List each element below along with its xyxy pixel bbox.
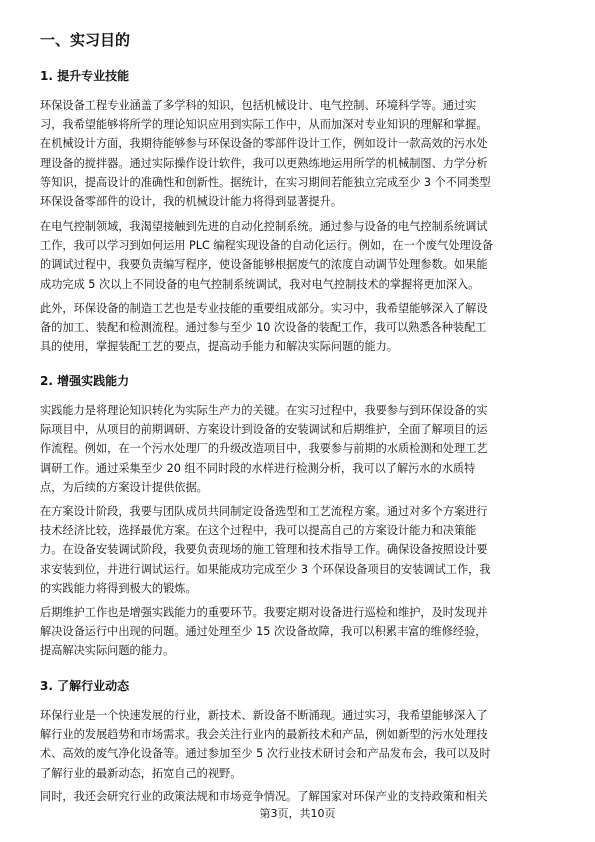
text-line: 解决设备运行中出现的问题。通过处理至少 15 次设备故障，我可以积累丰富的维修经验，: [40, 625, 487, 639]
text-line: 环保行业是一个快速发展的行业，新技术、新设备不断涌现。通过实习，我希望能够深入了: [40, 709, 488, 722]
text-line: 提高解决实际问题的能力。: [40, 644, 175, 658]
text-line: 习，我希望能够将所学的理论知识应用到实际工作中，从而加深对专业知识的理解和掌握。: [40, 118, 488, 132]
text-line: 力。在设备安装调试阶段，我要负责现场的施工管理和技术指导工作。确保设备按照设计要: [40, 543, 488, 557]
text-line: 了解行业的最新动态，拓宽自己的视野。: [40, 766, 242, 780]
section-heading: 一、实习目的: [40, 31, 131, 49]
text-line: 的调试过程中，我要负责编写程序，使设备能够根据废气的浓度自动调节处理参数。如果能: [40, 258, 488, 272]
text-line: 实践能力是将理论知识转化为实际生产力的关键。在实习过程中，我要参与到环保设备的实: [40, 404, 488, 417]
text-line: 备的加工、装配和检测流程。通过参与至少 10 次设备的装配工作，我可以熟悉各种装配工: [40, 321, 487, 335]
text-line: 在机械设计方面，我期待能够参与环保设备的零部件设计工作，例如设计一款高效的污水处: [40, 137, 488, 151]
text-line: 的实践能力将得到极大的锻炼。: [40, 581, 197, 595]
paragraph-1-1: [40, 96, 555, 211]
paragraph-3-1: [40, 706, 555, 783]
text-line: 调研工作。通过采集至少 20 组不同时段的水样进行检测分析，我可以了解污水的水质特: [40, 461, 476, 475]
text-line: 解行业的发展趋势和市场需求。我会关注行业内的最新技术和产品，例如新型的污水处理技: [40, 728, 488, 742]
text-line: 成功完成 5 次以上不同设备的电气控制系统调试，我对电气控制技术的掌握将更加深入。: [40, 277, 480, 291]
text-line: 际项目中，从项目的前期调研、方案设计到设备的安装调试和后期维护，全面了解项目的运: [40, 423, 488, 437]
paragraph-3-2: [40, 787, 555, 806]
text-line: 在方案设计阶段，我要与团队成员共同制定设备选型和工艺流程方案。通过对多个方案进行: [40, 505, 488, 518]
text-line: 此外，环保设备的制造工艺也是专业技能的重要组成部分。实习中，我希望能够深入了解设: [40, 302, 488, 315]
text-line: 点，为后续的方案设计提供依据。: [40, 480, 208, 494]
text-line: 工作，我可以学习到如何运用 PLC 编程实现设备的自动化运行。例如，在一个废气处理设备: [40, 239, 494, 253]
subsection-heading-2: 2. 增强实践能力: [40, 374, 130, 388]
text-line: 后期维护工作也是增强实践能力的重要环节。我要定期对设备进行巡检和维护，及时发现并: [40, 606, 488, 619]
paragraph-2-3: [40, 603, 555, 661]
text-line: 同时，我还会研究行业的政策法规和市场竞争情况。了解国家对环保产业的支持政策和相关: [40, 790, 488, 803]
text-line: 环保设备零部件的设计，我的机械设计能力将得到显著提升。: [40, 195, 343, 209]
text-line: 技术经济比较，选择最优方案。在这个过程中，我可以提高自己的方案设计能力和决策能: [40, 524, 477, 538]
text-line: 在电气控制领域，我渴望接触到先进的自动化控制系统。通过参与设备的电气控制系统调试: [40, 220, 488, 233]
subsection-heading-3: 3. 了解行业动态: [40, 679, 130, 693]
page-number-footer: 第3页，共10页: [259, 807, 336, 820]
paragraph-2-1: [40, 401, 555, 497]
text-line: 具的使用，掌握装配工艺的要点，提高动手能力和解决实际问题的能力。: [40, 340, 399, 354]
text-line: 环保设备工程专业涵盖了多学科的知识，包括机械设计、电气控制、环境科学等。通过实: [40, 99, 477, 112]
paragraph-2-2: [40, 502, 555, 598]
text-line: 理设备的搅拌器。通过实际操作设计软件，我可以更熟练地运用所学的机械制图、力学分析: [40, 156, 488, 170]
text-line: 求安装到位，并进行调试运行。如果能成功完成至少 3 个环保设备项目的安装调试工作，我: [40, 562, 491, 576]
text-line: 等知识，提高设计的准确性和创新性。据统计，在实习期间若能独立完成至少 3 个不同类型: [40, 175, 491, 189]
text-line: 术、高效的废气净化设备等。通过参加至少 5 次行业技术研讨会和产品发布会，我可以及时: [40, 747, 491, 761]
paragraph-1-3: [40, 299, 555, 357]
text-line: 作流程。例如，在一个污水处理厂的升级改造项目中，我要参与前期的水质检测和处理工艺: [40, 442, 488, 456]
subsection-heading-1: 1. 提升专业技能: [40, 69, 130, 83]
paragraph-1-2: [40, 217, 555, 294]
